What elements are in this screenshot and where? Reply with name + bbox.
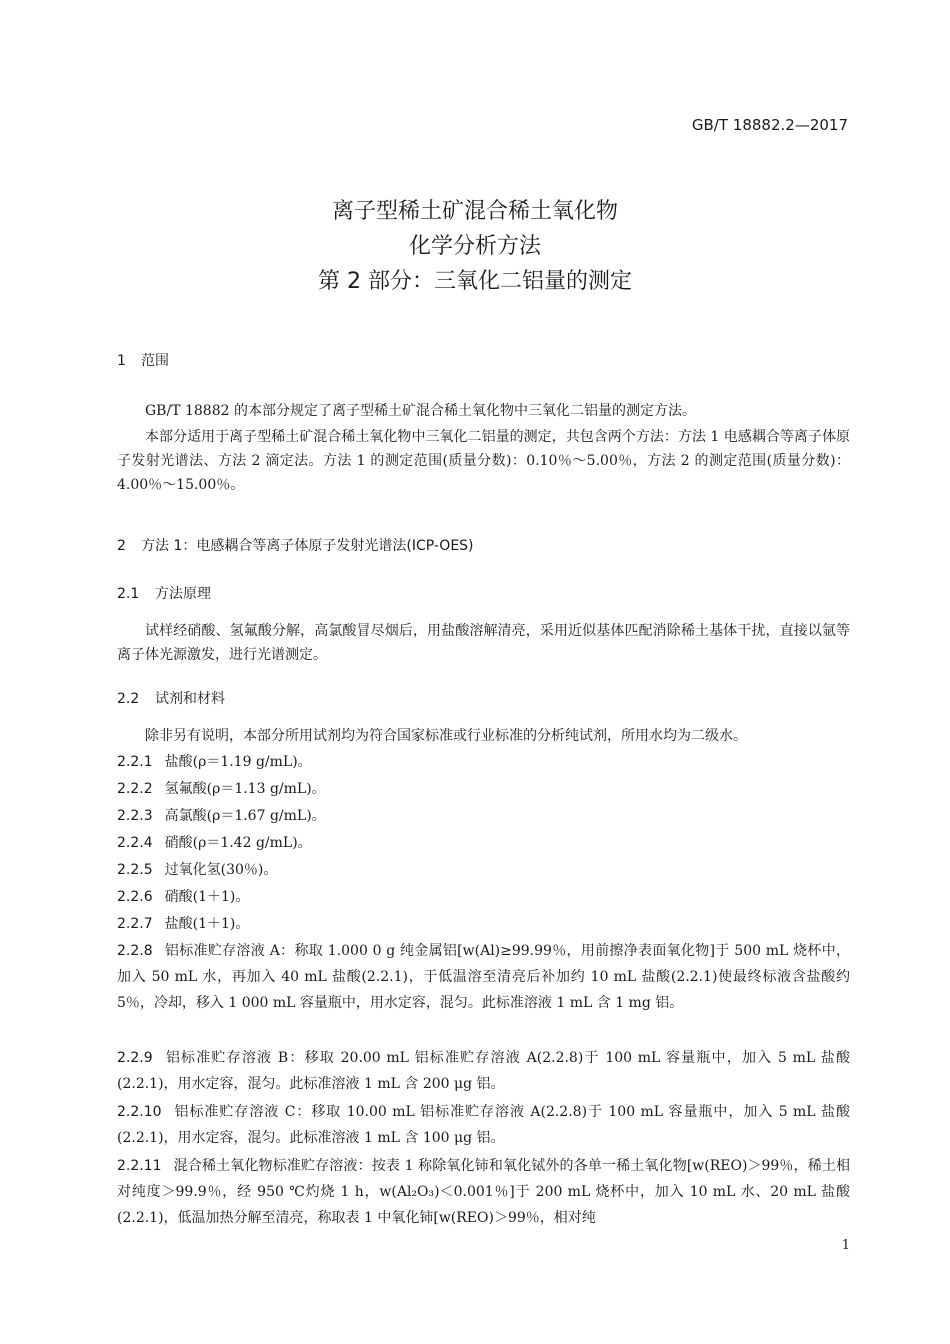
item-text: 铝标准贮存溶液 A：称取 1.000 0 g 纯金属铝[w(Al)≥99.99％，用前擦净表面氧化物]于 500 mL 烧杯中，加入 50 mL 水，再加入 40 mL 盐酸(2.2.1)，于低温溶至清亮后补加约 10 mL 盐酸(2.2.1)使最终标液含盐酸约 5％，冷却，移入 1 000 mL 容量瓶中，用水定容，混匀。此标准溶液 1 mL 含 1 mg 铝。	[117, 943, 850, 1011]
item-text: 高氯酸(ρ＝1.67 g/mL)。	[164, 808, 326, 824]
item-text: 硝酸(1＋1)。	[164, 889, 250, 905]
item-number: 2.2.3	[117, 808, 153, 824]
section-1-title: 范围	[141, 353, 169, 369]
item-text: 硝酸(ρ＝1.42 g/mL)。	[164, 835, 312, 851]
section-2-1-number: 2.1	[117, 586, 140, 602]
item-number: 2.2.11	[117, 1158, 162, 1174]
section-1-number: 1	[117, 353, 126, 369]
list-item	[117, 803, 850, 829]
list-item	[117, 830, 850, 856]
item-number: 2.2.2	[117, 781, 153, 797]
list-item	[117, 1099, 850, 1151]
item-number: 2.2.9	[117, 1050, 153, 1066]
section-2-2-title: 试剂和材料	[155, 691, 225, 707]
item-number: 2.2.4	[117, 835, 153, 851]
section-2-1-heading	[117, 583, 211, 603]
section-2-2-heading	[117, 688, 225, 708]
section-2-1-title: 方法原理	[155, 586, 211, 602]
list-item	[117, 749, 850, 775]
list-item	[117, 911, 850, 937]
section-1-heading	[117, 350, 169, 370]
section-2-title: 方法 1：电感耦合等离子体原子发射光谱法(ICP-OES)	[141, 538, 474, 554]
section-2-1-paragraph: 试样经硝酸、氢氟酸分解，高氯酸冒尽烟后，用盐酸溶解清亮，采用近似基体匹配消除稀土基体干扰，直接以氩等离子体光源激发，进行光谱测定。	[117, 623, 850, 663]
section-2-2-number: 2.2	[117, 691, 140, 707]
item-number: 2.2.10	[117, 1104, 162, 1120]
item-number: 2.2.5	[117, 862, 153, 878]
standard-number: GB/T 18882.2—2017	[691, 116, 848, 134]
item-text: 混合稀土氧化物标准贮存溶液：按表 1 称除氧化铈和氧化铽外的各单一稀土氧化物[w(REO)＞99％，稀土相对纯度＞99.9％，经 950 ℃灼烧 1 h，w(Al₂O₃)＜0.001％]于 200 mL 烧杯中，加入 10 mL 水、20 mL 盐酸(2.2.1)，低温加热分解至清亮，称取表 1 中氧化铈[w(REO)＞99％，相对纯	[117, 1158, 850, 1226]
item-text: 铝标准贮存溶液 B：移取 20.00 mL 铝标准贮存溶液 A(2.2.8)于 100 mL 容量瓶中，加入 5 mL 盐酸(2.2.1)，用水定容，混匀。此标准溶液 1 mL 含 200 μg 铝。	[117, 1050, 850, 1092]
title-line-2: 化学分析方法	[408, 234, 541, 259]
item-text: 盐酸(ρ＝1.19 g/mL)。	[164, 754, 312, 770]
item-text: 铝标准贮存溶液 C：移取 10.00 mL 铝标准贮存溶液 A(2.2.8)于 100 mL 容量瓶中，加入 5 mL 盐酸(2.2.1)，用水定容，混匀。此标准溶液 1 mL 含 100 μg 铝。	[117, 1104, 850, 1146]
title-line-1: 离子型稀土矿混合稀土氧化物	[331, 199, 618, 224]
item-number: 2.2.7	[117, 916, 153, 932]
item-text: 盐酸(1＋1)。	[164, 916, 250, 932]
section-1-paragraph-2: 本部分适用于离子型稀土矿混合稀土氧化物中三氧化二铝量的测定，共包含两个方法：方法 1 电感耦合等离子体原子发射光谱法、方法 2 滴定法。方法 1 的测定范围(质量分数)：0.10％～5.00％，方法 2 的测定范围(质量分数)：4.00％～15.00％。	[117, 429, 850, 493]
list-item	[117, 857, 850, 883]
title-line-3: 第 2 部分：三氧化二铝量的测定	[318, 269, 632, 294]
list-item	[117, 776, 850, 802]
list-item	[117, 884, 850, 910]
section-2-2-paragraph: 除非另有说明，本部分所用试剂均为符合国家标准或行业标准的分析纯试剂，所用水均为二级水。	[145, 728, 747, 744]
list-item	[117, 1045, 850, 1097]
list-item	[117, 938, 850, 1016]
item-number: 2.2.6	[117, 889, 153, 905]
section-2-number: 2	[117, 538, 126, 554]
item-text: 氢氟酸(ρ＝1.13 g/mL)。	[164, 781, 326, 797]
item-text: 过氧化氢(30％)。	[164, 862, 278, 878]
section-2-heading	[117, 535, 474, 555]
section-1-paragraph-1: GB/T 18882 的本部分规定了离子型稀土矿混合稀土氧化物中三氧化二铝量的测定方法。	[145, 403, 696, 419]
item-number: 2.2.1	[117, 754, 153, 770]
list-item	[117, 1153, 850, 1231]
item-number: 2.2.8	[117, 943, 153, 959]
page-number: 1	[841, 1238, 850, 1253]
